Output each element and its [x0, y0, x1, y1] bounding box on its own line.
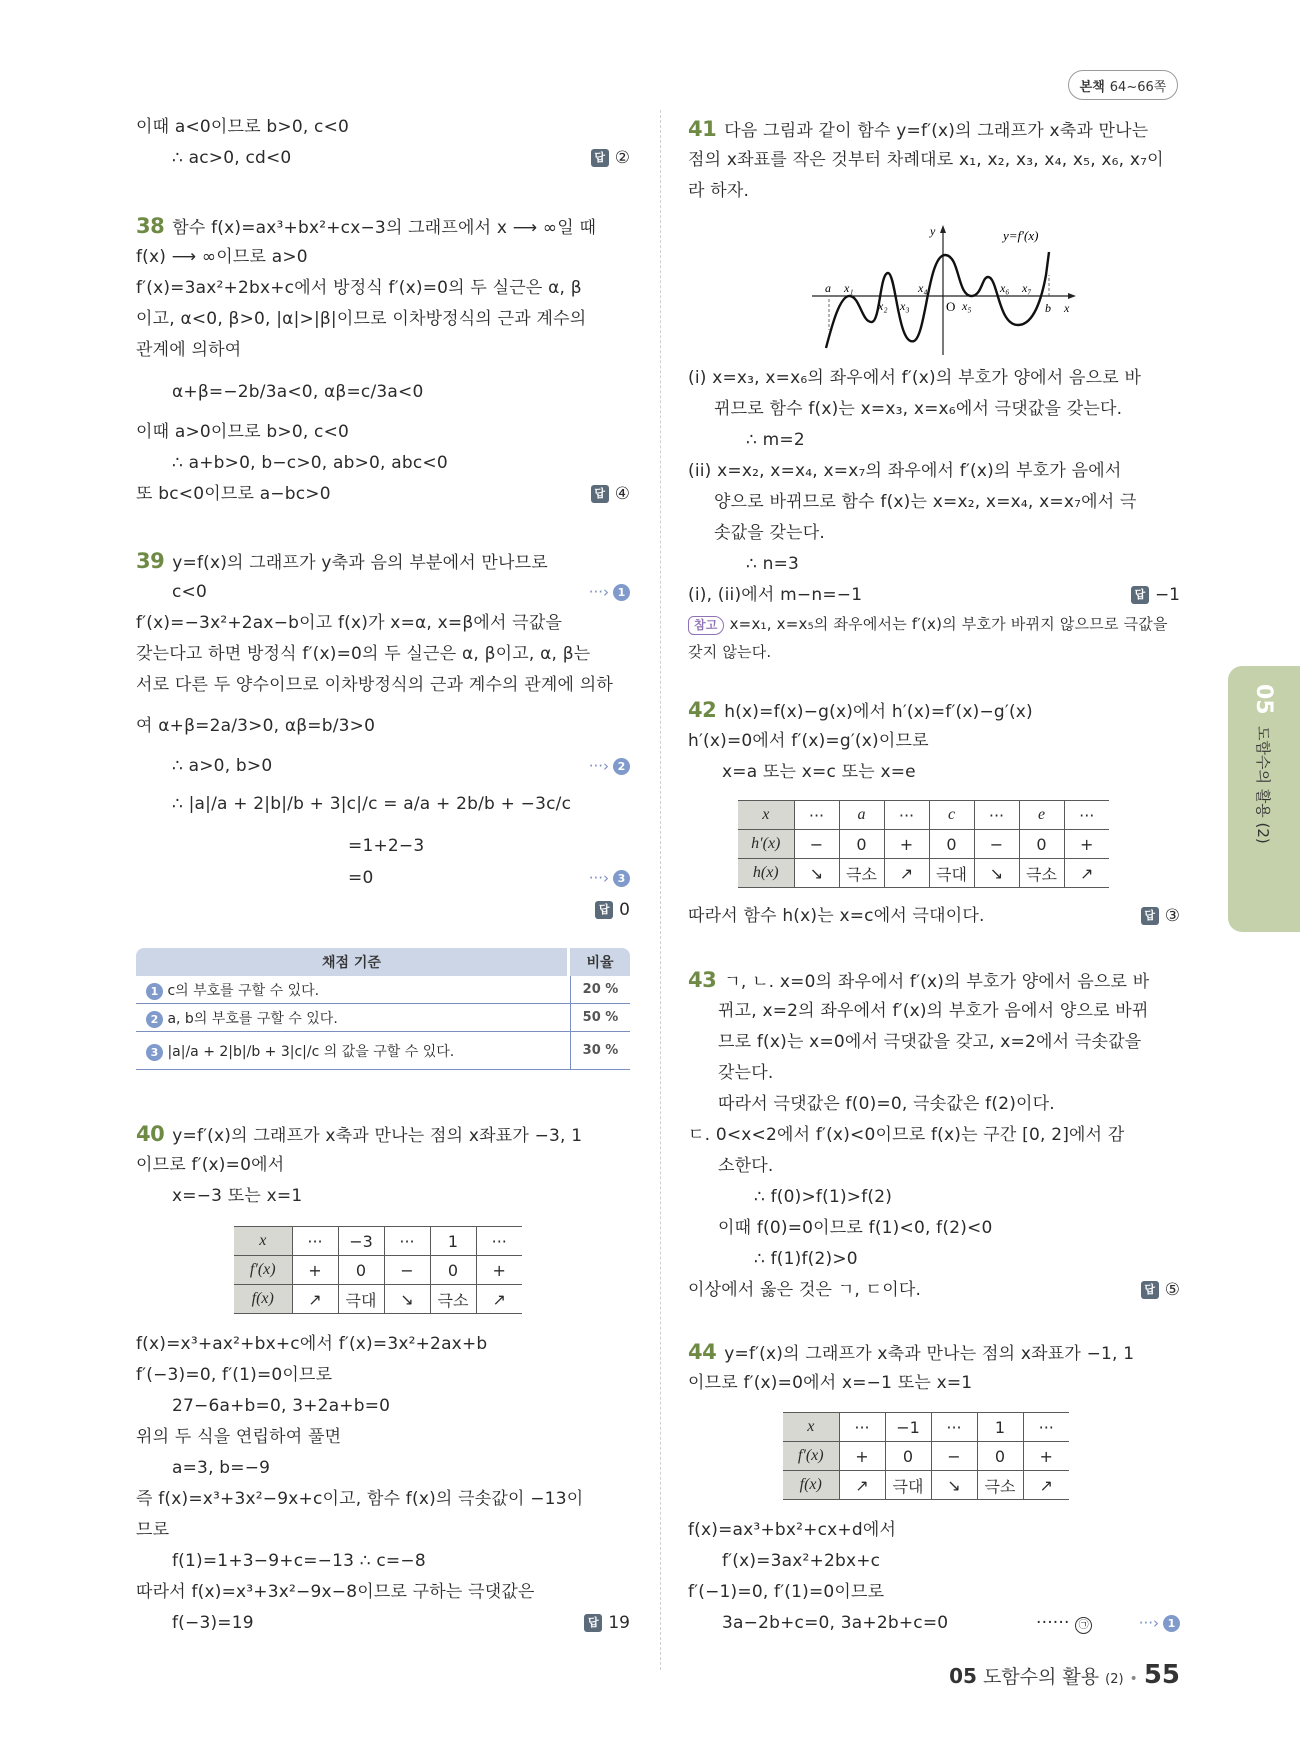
chapter-tab-title: 도함수의 활용 (2)	[1254, 726, 1272, 844]
q43-line-3: 므로 f(x)는 x=0에서 극댓값을 갖고, x=2에서 극솟값을	[718, 1032, 1142, 1052]
page-range: 64~66쪽	[1109, 79, 1167, 95]
answer-icon: 답	[1141, 907, 1159, 925]
answer-value: 0	[619, 900, 630, 920]
curve-path	[826, 252, 1049, 348]
answer-q42	[1141, 904, 1180, 928]
q38-line-1: 38 함수 f(x)=ax³+bx²+cx−3의 그래프에서 x ⟶ ∞일 때	[136, 214, 597, 238]
y-axis-arrow-icon	[940, 225, 946, 233]
answer-prev	[591, 146, 630, 170]
q39-line-10: =0	[348, 868, 374, 888]
q44-line-5: f′(−1)=0, f′(1)=0이므로	[688, 1582, 885, 1602]
answer-q38	[591, 482, 630, 506]
svg-text:a: a	[825, 281, 831, 295]
q41-line-11: (i), (ii)에서 m−n=−1	[688, 585, 863, 605]
rubric-row: 3 |a|/a + 2|b|/b + 3|c|/c 의 값을 구할 수 있다. 30 %	[136, 1032, 630, 1070]
q43-line-7: 소한다.	[718, 1156, 774, 1176]
q43-line-9: 이때 f(0)=0이므로 f(1)<0, f(2)<0	[718, 1218, 993, 1238]
answer-value: −1	[1154, 585, 1180, 605]
q40-line-9: 즉 f(x)=x³+3x²−9x+c이고, 함수 f(x)의 극솟값이 −13이	[136, 1489, 584, 1509]
question-number: 44	[688, 1340, 717, 1364]
answer-value: ⑤	[1164, 1280, 1180, 1300]
x-axis-arrow-icon	[1068, 293, 1076, 299]
svg-text:x₆: x₆	[1000, 281, 1010, 295]
q40-line-12: 따라서 f(x)=x³+3x²−9x−8이므로 구하는 극댓값은	[136, 1582, 535, 1602]
q38-line-7: 이때 a>0이므로 b>0, c<0	[136, 422, 350, 442]
q40-sign-table: x ··· −3 ··· 1 ··· f′(x) + 0 − 0 + f(x) ↗ 극대 ↘ 극소 ↗	[234, 1226, 522, 1314]
y-axis-label: y	[930, 224, 936, 238]
q40-line-8: a=3, b=−9	[172, 1458, 271, 1478]
step-marker-1: ···› 1	[589, 580, 630, 604]
answer-icon: 답	[595, 901, 613, 919]
q39-line-2: c<0	[172, 582, 208, 602]
q39-line-5: 서로 다른 두 양수이므로 이차방정식의 근과 계수의 관계에 의하	[136, 675, 614, 695]
q43-line-4: 갖는다.	[718, 1063, 774, 1083]
q39-line-7: ∴ a>0, b>0	[172, 756, 273, 776]
column-divider	[660, 110, 661, 1670]
equation-marker: ······ ㉠	[1036, 1611, 1092, 1635]
chapter-side-tab	[1228, 666, 1300, 932]
q41-line-10: ∴ n=3	[746, 554, 800, 574]
svg-text:x₂: x₂	[878, 299, 888, 313]
q43-line-10: ∴ f(1)f(2)>0	[754, 1249, 858, 1269]
scoring-rubric-table	[136, 948, 630, 1070]
q39-line-1: 39 y=f(x)의 그래프가 y축과 음의 부분에서 만나므로	[136, 549, 548, 573]
question-number: 42	[688, 698, 717, 722]
q40-line-5: f′(−3)=0, f′(1)=0이므로	[136, 1365, 333, 1385]
q38-line-5: 관계에 의하여	[136, 340, 242, 360]
prev-line-2: ∴ ac>0, cd<0	[172, 148, 292, 168]
q39-line-9: =1+2−3	[348, 836, 425, 856]
q41-note-line-1: 참고 x=x₁, x=x₅의 좌우에서는 f′(x)의 부호가 바뀌지 않으므로 극값을	[688, 612, 1168, 636]
q42-sign-table: x ··· a ··· c ··· e ··· h′(x) − 0 + 0 − 0 + h(x) ↘ 극소 ↗ 극대 ↘ 극소 ↗	[738, 800, 1109, 888]
q41-note-line-2: 갖지 않는다.	[688, 643, 772, 661]
book-label: 본책	[1079, 79, 1105, 95]
answer-value: ④	[614, 484, 630, 504]
prev-line-1: 이때 a<0이므로 b>0, c<0	[136, 117, 350, 137]
svg-text:x₄: x₄	[918, 281, 928, 295]
question-number: 41	[688, 117, 717, 141]
page-number: 55	[1143, 1660, 1180, 1690]
svg-text:x₃: x₃	[900, 299, 910, 313]
footer-chapter-number: 05	[949, 1664, 977, 1688]
answer-value: ②	[614, 148, 630, 168]
q40-line-7: 위의 두 식을 연립하여 풀면	[136, 1427, 342, 1447]
svg-text:b: b	[1045, 301, 1051, 315]
q41-line-7: (ii) x=x₂, x=x₄, x=x₇의 좌우에서 f′(x)의 부호가 음에서	[688, 461, 1122, 481]
q43-line-1: 43 ㄱ, ㄴ. x=0의 좌우에서 f′(x)의 부호가 양에서 음으로 바	[688, 968, 1150, 992]
q41-line-3: 라 하자.	[688, 181, 750, 201]
curve-label: y=f′(x)	[1003, 228, 1039, 243]
q40-line-2: 이므로 f′(x)=0에서	[136, 1155, 285, 1175]
page-reference-badge	[1068, 70, 1178, 100]
q43-line-2: 뀌고, x=2의 좌우에서 f′(x)의 부호가 음에서 양으로 바뀌	[718, 1001, 1149, 1021]
answer-icon: 답	[1141, 1281, 1159, 1299]
q38-line-8: ∴ a+b>0, b−c>0, ab>0, abc<0	[172, 453, 448, 473]
svg-text:x₅: x₅	[962, 299, 972, 313]
q39-line-3: f′(x)=−3x²+2ax−b이고 f(x)가 x=α, x=β에서 극값을	[136, 613, 563, 633]
q40-line-6: 27−6a+b=0, 3+2a+b=0	[172, 1396, 391, 1416]
q41-line-5: 뀌므로 함수 f(x)는 x=x₃, x=x₆에서 극댓값을 갖는다.	[714, 399, 1123, 419]
q39-line-4: 갖는다고 하면 방정식 f′(x)=0의 두 실근은 α, β이고, α, β는	[136, 644, 591, 664]
step-marker-2: ···› 2	[589, 754, 630, 778]
q42-conclusion: 따라서 함수 h(x)는 x=c에서 극대이다.	[688, 906, 985, 926]
answer-q43	[1141, 1278, 1180, 1302]
answer-value: 19	[608, 1613, 630, 1633]
q40-line-4: f(x)=x³+ax²+bx+c에서 f′(x)=3x²+2ax+b	[136, 1334, 488, 1354]
step-marker-1: ···› 1	[1139, 1611, 1180, 1635]
footer-chapter-title: 도함수의 활용	[982, 1666, 1100, 1688]
answer-q41	[1131, 583, 1180, 607]
derivative-graph	[800, 215, 1080, 360]
q38-line-3: f′(x)=3ax²+2bx+c에서 방정식 f′(x)=0의 두 실근은 α, β	[136, 278, 582, 298]
q41-line-2: 점의 x좌표를 작은 것부터 차례대로 x₁, x₂, x₃, x₄, x₅, x₆, x₇이	[688, 150, 1164, 170]
q38-line-4: 이고, α<0, β>0, |α|>|β|이므로 이차방정식의 근과 계수의	[136, 309, 587, 329]
q41-line-8: 양으로 바뀌므로 함수 f(x)는 x=x₂, x=x₄, x=x₇에서 극	[714, 492, 1137, 512]
q40-line-3: x=−3 또는 x=1	[172, 1186, 303, 1206]
q38-line-6: α+β=−2b/3a<0, αβ=c/3a<0	[172, 382, 424, 402]
q44-line-4: f′(x)=3ax²+2bx+c	[722, 1551, 881, 1571]
q40-line-11: f(1)=1+3−9+c=−13 ∴ c=−8	[172, 1551, 426, 1571]
question-number: 40	[136, 1122, 165, 1146]
q44-line-6: 3a−2b+c=0, 3a+2b+c=0	[722, 1613, 949, 1633]
svg-text:O: O	[946, 299, 956, 314]
answer-icon: 답	[1131, 586, 1149, 604]
q43-line-11: 이상에서 옳은 것은 ㄱ, ㄷ이다.	[688, 1280, 922, 1300]
question-number: 38	[136, 214, 165, 238]
q44-sign-table: x ··· −1 ··· 1 ··· f′(x) + 0 − 0 + f(x) ↗ 극대 ↘ 극소 ↗	[783, 1412, 1069, 1500]
q38-line-2: f(x) ⟶ ∞이므로 a>0	[136, 247, 308, 267]
q42-line-3: x=a 또는 x=c 또는 x=e	[722, 762, 916, 782]
answer-icon: 답	[584, 1614, 602, 1632]
question-number: 39	[136, 549, 165, 573]
rubric-header-criteria: 채점 기준	[136, 948, 570, 976]
q42-line-2: h′(x)=0에서 f′(x)=g′(x)이므로	[688, 731, 929, 751]
answer-q39	[595, 898, 630, 922]
svg-text:x₇: x₇	[1022, 281, 1032, 295]
q41-line-6: ∴ m=2	[746, 430, 805, 450]
q44-line-2: 이므로 f′(x)=0에서 x=−1 또는 x=1	[688, 1373, 973, 1393]
q40-line-13: f(−3)=19	[172, 1613, 254, 1633]
answer-q40	[584, 1611, 630, 1635]
rubric-row: 2 a, b의 부호를 구할 수 있다. 50 %	[136, 1004, 630, 1032]
q38-line-9: 또 bc<0이므로 a−bc>0	[136, 484, 331, 504]
step-marker-3: ···› 3	[589, 866, 630, 890]
q40-line-10: 므로	[136, 1520, 170, 1540]
svg-text:x: x	[1064, 301, 1070, 315]
question-number: 43	[688, 968, 717, 992]
footer-chapter-part: (2)	[1105, 1672, 1124, 1687]
answer-icon: 답	[591, 149, 609, 167]
q41-line-9: 솟값을 갖는다.	[714, 523, 825, 543]
q43-line-8: ∴ f(0)>f(1)>f(2)	[754, 1187, 893, 1207]
q41-line-1: 41 다음 그림과 같이 함수 y=f′(x)의 그래프가 x축과 만나는	[688, 117, 1149, 141]
q40-line-1: 40 y=f′(x)의 그래프가 x축과 만나는 점의 x좌표가 −3, 1	[136, 1122, 583, 1146]
q43-line-5: 따라서 극댓값은 f(0)=0, 극솟값은 f(2)이다.	[718, 1094, 1055, 1114]
q44-line-1: 44 y=f′(x)의 그래프가 x축과 만나는 점의 x좌표가 −1, 1	[688, 1340, 1135, 1364]
q39-line-8: ∴ |a|/a + 2|b|/b + 3|c|/c = a/a + 2b/b + −3c/c	[172, 794, 572, 814]
rubric-header-ratio: 비율	[570, 948, 630, 976]
q44-line-3: f(x)=ax³+bx²+cx+d에서	[688, 1520, 897, 1540]
answer-icon: 답	[591, 485, 609, 503]
q43-line-6: ㄷ. 0<x<2에서 f′(x)<0이므로 f(x)는 구간 [0, 2]에서 감	[688, 1125, 1125, 1145]
chapter-tab-number: 05	[1251, 684, 1276, 715]
q39-line-6: 여 α+β=2a/3>0, αβ=b/3>0	[136, 716, 376, 736]
answer-value: ③	[1164, 906, 1180, 926]
q42-line-1: 42 h(x)=f(x)−g(x)에서 h′(x)=f′(x)−g′(x)	[688, 698, 1033, 722]
footer-separator: •	[1129, 1671, 1138, 1687]
page-footer	[949, 1660, 1180, 1690]
note-badge: 참고	[688, 616, 724, 635]
svg-text:x₁: x₁	[844, 281, 854, 295]
rubric-row: 1 c의 부호를 구할 수 있다. 20 %	[136, 976, 630, 1004]
q41-line-4: (i) x=x₃, x=x₆의 좌우에서 f′(x)의 부호가 양에서 음으로 바	[688, 368, 1142, 388]
